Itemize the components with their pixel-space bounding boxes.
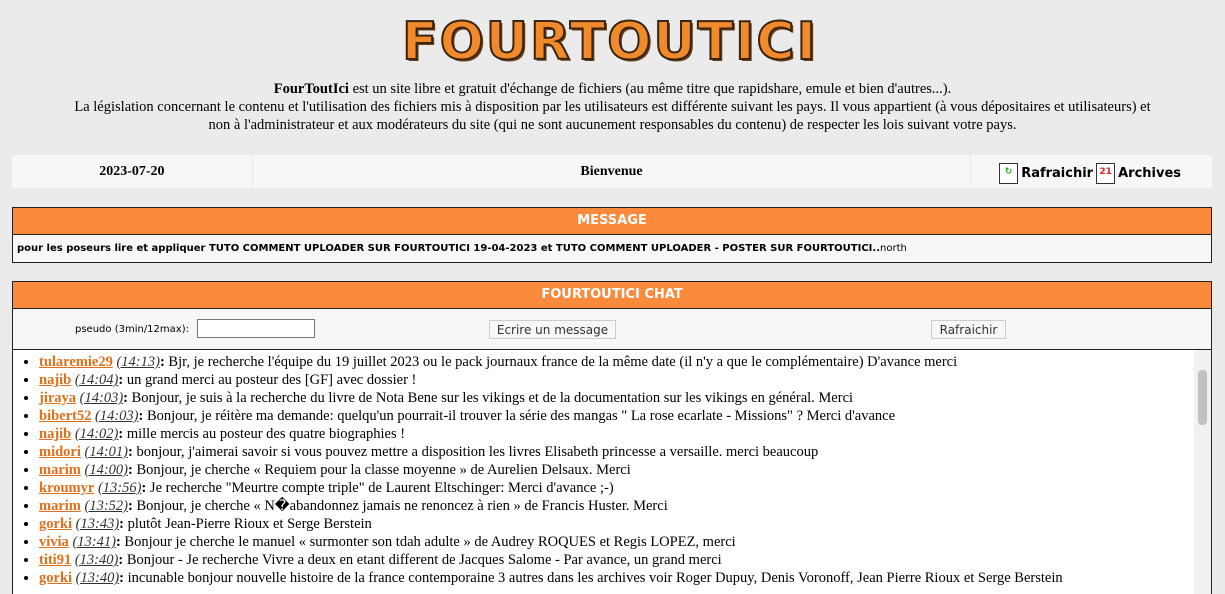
chat-user-link[interactable]: bibert52 xyxy=(39,408,92,424)
header-bar xyxy=(12,155,1212,188)
message-text: pour les poseurs lire et appliquer TUTO COMMENT UPLOADER SUR FOURTOUTICI 19-04-2023 et TUTO COMMENT UPLOADER - POSTER SUR FOURTOUTICI..north xyxy=(17,243,907,254)
chat-controls xyxy=(13,309,1211,350)
chat-user-link[interactable]: najib xyxy=(39,426,72,442)
chat-message: • marim (14:00): Bonjour, je cherche « Requiem pour la classe moyenne » de Aurelien Delsaux. Merci xyxy=(39,461,1211,479)
chat-text: Bonjour, je suis à la recherche du livre de Nota Bene sur les vikings et de la documentation sur les vikings en général. Merci xyxy=(131,390,854,406)
chat-message: • gorki (13:43): plutôt Jean-Pierre Rioux et Serge Berstein xyxy=(39,515,1211,533)
chat-time: (13:56) xyxy=(97,480,142,496)
intro-line3: non à l'administrateur et aux modérateurs du site (qui ne sont aucunement responsables du contenu) de respecter les lois suivant votre pays. xyxy=(208,117,1017,133)
chat-time: (13:52) xyxy=(84,498,128,514)
chat-text: Bonjour, je cherche « N�abandonnez jamais ne renoncez à rien » de Francis Huster. Merci xyxy=(136,498,668,514)
intro-line1: est un site libre et gratuit d'échange de fichiers (au même titre que rapidshare, emule et bien d'autres...). xyxy=(348,81,952,97)
chat-user-link[interactable]: najib xyxy=(39,372,72,388)
chat-user-link[interactable]: gorki xyxy=(39,570,73,586)
chat-user-link[interactable]: midori xyxy=(39,444,81,460)
chat-user-link[interactable]: titi91 xyxy=(39,552,72,568)
archives-link[interactable]: Archives xyxy=(1118,166,1182,181)
chat-message: • najib (14:02): mille mercis au posteur des quatre biographies ! xyxy=(39,425,1211,443)
chat-time: (14:03) xyxy=(94,408,139,424)
site-name: FourToutIci xyxy=(273,81,349,97)
chat-message: • marim (13:52): Bonjour, je cherche « N�abandonnez jamais ne renoncez à rien » de Francis Huster. Merci xyxy=(39,497,1211,515)
site-logo: FOURTOUTICI xyxy=(402,12,818,72)
pseudo-input[interactable] xyxy=(197,319,315,338)
chat-text: Bonjour, je cherche « Requiem pour la classe moyenne » de Aurelien Delsaux. Merci xyxy=(136,462,631,478)
chat-message: • najib (14:04): un grand merci au posteur des [GF] avec dossier ! xyxy=(39,371,1211,389)
refresh-icon[interactable]: ↻ xyxy=(999,163,1018,184)
chat-time: (14:00) xyxy=(84,462,128,478)
date: 2023-07-20 xyxy=(12,155,253,188)
chat-message: • midori (14:01): bonjour, j'aimerai savoir si vous pouvez mettre a disposition les livres Elisabeth princesse a versaille. merci beaucoup xyxy=(39,443,1211,461)
message-author: north xyxy=(880,243,907,254)
chat-message: • gorki (13:40): incunable bonjour nouvelle histoire de la france contemporaine 3 autres dans les archives voir Roger Dupuy, Denis Voronoff, Jean Pierre Rioux et Serge Berstein xyxy=(39,569,1211,587)
welcome: Bienvenue xyxy=(253,155,971,188)
chat-text: Bonjour je cherche le manuel « surmonter son tdah adulte » de Audrey ROQUES et Regis LOPEZ, merci xyxy=(124,534,736,550)
chat-user-link[interactable]: kroumyr xyxy=(39,480,95,496)
chat-time: (13:43) xyxy=(75,516,120,532)
chat-time: (14:04) xyxy=(74,372,119,388)
pseudo-label: pseudo (3min/12max): xyxy=(75,324,189,335)
chat-time: (14:03) xyxy=(79,390,124,406)
chat-user-link[interactable]: jiraya xyxy=(39,390,77,406)
chat-messages xyxy=(13,350,1211,594)
scrollbar[interactable] xyxy=(1194,350,1211,594)
chat-text: mille mercis au posteur des quatre biographies ! xyxy=(126,426,406,442)
message-box xyxy=(12,207,1212,263)
chat-text: plutôt Jean-Pierre Rioux et Serge Berstein xyxy=(127,516,372,532)
message-title: MESSAGE xyxy=(13,208,1211,235)
chat-title: FOURTOUTICI CHAT xyxy=(13,282,1211,309)
chat-message: • titi91 (13:40): Bonjour - Je recherche Vivre a deux en etant different de Jacques Salome - Par avance, un grand merci xyxy=(39,551,1211,569)
chat-user-link[interactable]: vivia xyxy=(39,534,69,550)
chat-message: • jiraya (14:03): Bonjour, je suis à la recherche du livre de Nota Bene sur les vikings et de la documentation sur les vikings en général. Merci xyxy=(39,389,1211,407)
chat-text: Je recherche "Meurtre compte triple" de Laurent Eltschinger: Merci d'avance ;-) xyxy=(149,480,614,496)
chat-message: • bibert52 (14:03): Bonjour, je réitère ma demande: quelqu'un pourrait-il trouver la série des mangas " La rose ecarlate - Missions" ? Merci d'avance xyxy=(39,407,1211,425)
chat-time: (13:41) xyxy=(72,534,116,550)
chat-refresh-button[interactable]: Rafraichir xyxy=(931,320,1006,339)
write-message-button[interactable]: Ecrire un message xyxy=(489,320,616,339)
scrollbar-thumb[interactable] xyxy=(1198,370,1207,425)
chat-text: Bjr, je recherche l'équipe du 19 juillet 2023 ou le pack journaux france de la même date (il n'y a que le complémentaire) D'avance merci xyxy=(168,354,958,370)
chat-message: • kroumyr (13:56): Je recherche "Meurtre compte triple" de Laurent Eltschinger: Merci d'avance ;-) xyxy=(39,479,1211,497)
chat-user-link[interactable]: tularemie29 xyxy=(39,354,113,370)
refresh-link[interactable]: Rafraichir xyxy=(1021,166,1094,181)
calendar-icon[interactable]: 21 xyxy=(1096,163,1115,184)
chat-time: (14:01) xyxy=(84,444,129,460)
chat-time: (13:40) xyxy=(75,570,120,586)
chat-message: • tularemie29 (14:13): Bjr, je recherche l'équipe du 19 juillet 2023 ou le pack journaux france de la même date (il n'y a que le complémentaire) D'avance merci xyxy=(39,353,1211,371)
intro-line2: La législation concernant le contenu et l'utilisation des fichiers mis à disposition par les utilisateurs est différente suivant les pays. Il vous appartient (à vous dépositaires et utilisateurs) et xyxy=(74,99,1151,115)
chat-text: Bonjour - Je recherche Vivre a deux en etant different de Jacques Salome - Par avance, un grand merci xyxy=(126,552,722,568)
chat-text: un grand merci au posteur des [GF] avec dossier ! xyxy=(126,372,417,388)
chat-time: (14:13) xyxy=(116,354,160,370)
chat-text: bonjour, j'aimerai savoir si vous pouvez mettre a disposition les livres Elisabeth princesse a versaille. merci beaucoup xyxy=(136,444,819,460)
chat-box xyxy=(12,281,1212,594)
chat-message: • vivia (13:41): Bonjour je cherche le manuel « surmonter son tdah adulte » de Audrey ROQUES et Regis LOPEZ, merci xyxy=(39,533,1211,551)
intro-text xyxy=(0,80,1225,134)
chat-user-link[interactable]: marim xyxy=(39,498,81,514)
chat-time: (13:40) xyxy=(74,552,119,568)
chat-user-link[interactable]: marim xyxy=(39,462,81,478)
chat-text: incunable bonjour nouvelle histoire de la france contemporaine 3 autres dans les archives voir Roger Dupuy, Denis Voronoff, Jean Pierre Rioux et Serge Berstein xyxy=(127,570,1063,586)
chat-time: (14:02) xyxy=(74,426,119,442)
chat-text: Bonjour, je réitère ma demande: quelqu'un pourrait-il trouver la série des mangas " La rose ecarlate - Missions" ? Merci d'avance xyxy=(146,408,896,424)
chat-user-link[interactable]: gorki xyxy=(39,516,73,532)
